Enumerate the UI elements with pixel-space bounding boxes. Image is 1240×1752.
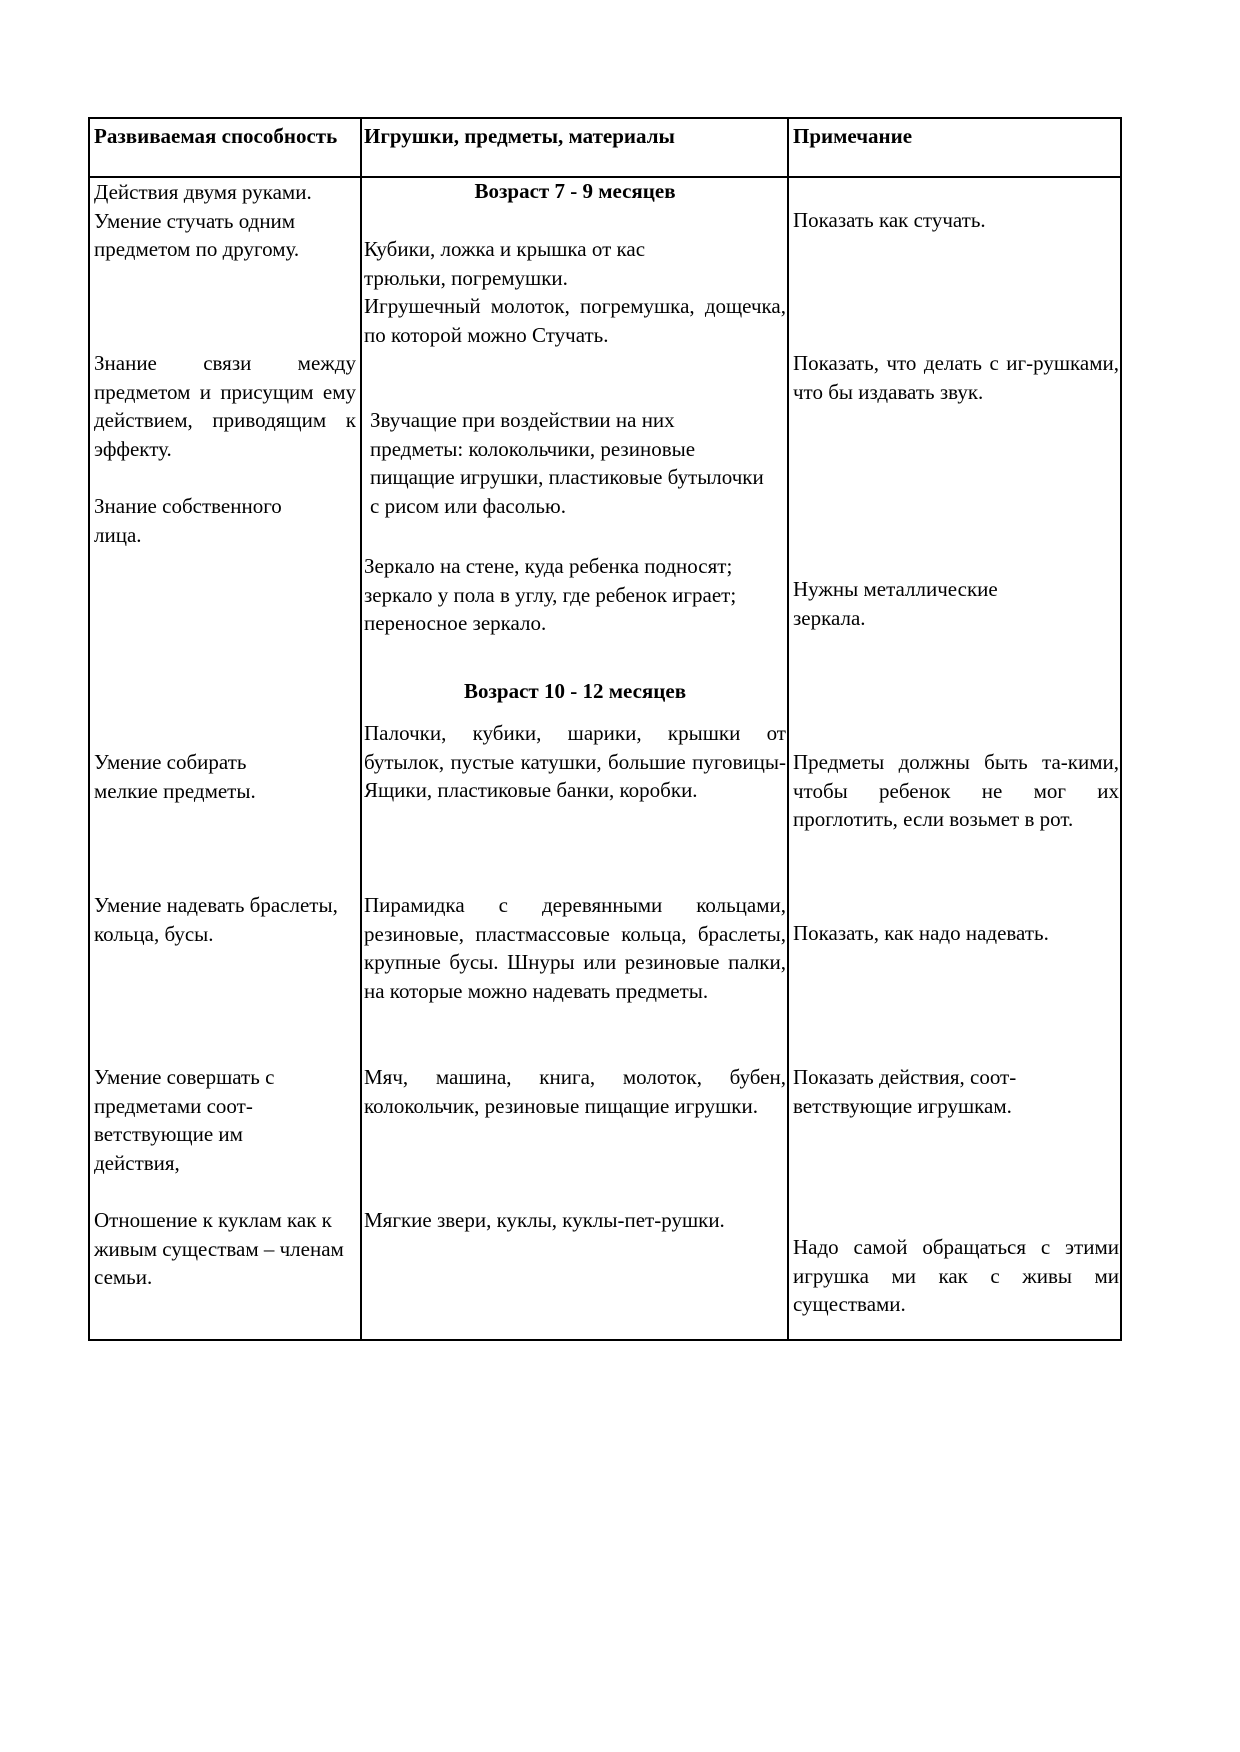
header-materials: Игрушки, предметы, материалы — [364, 124, 675, 148]
materials-cell: Игрушечный молоток, погремушка, дощечка, по которой можно Стучать. — [364, 294, 786, 347]
ability-cell: Умение совершать с предметами соот-ветствующие им действия, — [94, 1065, 275, 1175]
materials-cell: Мяч, машина, книга, молоток, бубен, колокольчик, резиновые пищащие игрушки. — [364, 1065, 786, 1118]
note-cell: Показать как стучать. — [793, 208, 986, 232]
ability-cell: Знание связи между предметом и присущим ему действием, приводящим к эффекту. — [94, 351, 356, 461]
materials-cell: Мягкие звери, куклы, куклы-пет-рушки. — [364, 1208, 725, 1232]
ability-cell: Действия двумя руками. Умение стучать одним предметом по другому. — [94, 180, 312, 261]
materials-cell: Палочки, кубики, шарики, крышки от бутылок, пустые катушки, большие пуговицы- Ящики, пластиковые банки, коробки. — [364, 721, 786, 802]
column-divider — [787, 119, 789, 1339]
materials-cell: Зеркало на стене, куда ребенка подносят; зеркало у пола в углу, где ребенок играет; переносное зеркало. — [364, 554, 737, 635]
ability-cell: Умение собирать мелкие предметы. — [94, 750, 256, 803]
materials-cell: Пирамидка с деревянными кольцами, резиновые, пластмассовые кольца, браслеты, крупные бусы. Шнуры или резиновые палки, на которые можно надевать предметы. — [364, 893, 786, 1003]
toys-table — [88, 117, 1122, 1341]
column-divider — [360, 119, 362, 1339]
note-cell: Показать, как надо надевать. — [793, 921, 1049, 945]
age-group-title: Возраст 10 - 12 месяцев — [463, 679, 687, 703]
materials-cell: Кубики, ложка и крышка от кас трюльки, погремушки. — [364, 237, 646, 290]
note-cell: Нужны металлические зеркала. — [793, 577, 998, 630]
age-group-title: Возраст 7 - 9 месяцев — [474, 179, 676, 203]
ability-cell: Умение надевать браслеты, кольца, бусы. — [94, 893, 338, 946]
materials-cell: Звучащие при воздействии на них предметы: колокольчики, резиновые пищащие игрушки, пластиковые бутылочки с рисом или фасолью. — [370, 408, 764, 518]
header-ability: Развиваемая способность — [94, 124, 338, 148]
note-cell: Надо самой обращаться с этими игрушка ми как с живы ми существами. — [793, 1235, 1119, 1316]
note-cell: Показать, что делать с иг-рушками, что бы издавать звук. — [793, 351, 1119, 404]
header-notes: Примечание — [793, 124, 913, 148]
note-cell: Предметы должны быть та-кими, чтобы ребенок не мог их проглотить, если возьмет в рот. — [793, 750, 1119, 831]
note-cell: Показать действия, соот-ветствующие игрушкам. — [793, 1065, 1017, 1118]
ability-cell: Знание собственного лица. — [94, 494, 282, 547]
ability-cell: Отношение к куклам как к живым существам – членам семьи. — [94, 1208, 344, 1289]
